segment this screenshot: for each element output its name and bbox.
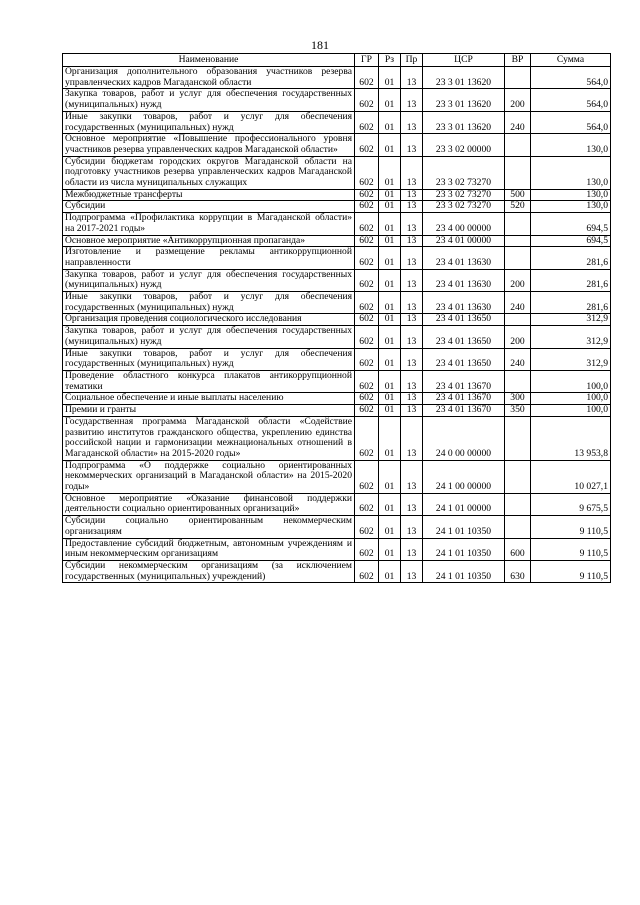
cell-csr: 23 4 01 13650 [423, 314, 505, 326]
cell-vr [505, 156, 531, 189]
cell-pr: 13 [401, 213, 423, 235]
cell-gr: 602 [355, 405, 379, 417]
cell-pr: 13 [401, 326, 423, 348]
cell-sum: 100,0 [531, 405, 611, 417]
header-pr: Пр [401, 54, 423, 67]
table-row [63, 538, 611, 560]
cell-csr: 23 4 01 13670 [423, 405, 505, 417]
cell-gr: 602 [355, 348, 379, 370]
cell-vr [505, 134, 531, 156]
cell-name: Закупка товаров, работ и услуг для обеспечения государственных (муниципальных) нужд [63, 89, 355, 111]
cell-rz: 01 [379, 111, 401, 133]
cell-pr: 13 [401, 235, 423, 247]
table-row [63, 156, 611, 189]
cell-name: Изготовление и размещение рекламы антикоррупционной направленности [63, 247, 355, 269]
cell-csr: 23 4 01 13650 [423, 326, 505, 348]
table-row [63, 560, 611, 582]
header-name: Наименование [63, 54, 355, 67]
cell-name: Закупка товаров, работ и услуг для обеспечения государственных (муниципальных) нужд [63, 326, 355, 348]
cell-csr: 24 1 01 00000 [423, 493, 505, 515]
budget-table [62, 53, 611, 583]
cell-csr: 23 4 01 13650 [423, 348, 505, 370]
cell-vr [505, 416, 531, 460]
cell-pr: 13 [401, 247, 423, 269]
cell-pr: 13 [401, 393, 423, 405]
table-body [63, 67, 611, 583]
cell-csr: 24 0 00 00000 [423, 416, 505, 460]
cell-sum: 130,0 [531, 134, 611, 156]
cell-rz: 01 [379, 314, 401, 326]
cell-name: Организация проведения социологического исследования [63, 314, 355, 326]
cell-csr: 23 4 01 13630 [423, 269, 505, 291]
cell-vr [505, 314, 531, 326]
table-row [63, 493, 611, 515]
cell-rz: 01 [379, 89, 401, 111]
cell-pr: 13 [401, 516, 423, 538]
cell-pr: 13 [401, 201, 423, 213]
table-row [63, 460, 611, 493]
table-row [63, 235, 611, 247]
cell-gr: 602 [355, 460, 379, 493]
cell-csr: 23 4 01 00000 [423, 235, 505, 247]
cell-gr: 602 [355, 393, 379, 405]
cell-name: Субсидии некоммерческим организациям (за исключением государственных (муниципальных) учреждений) [63, 560, 355, 582]
cell-vr: 350 [505, 405, 531, 417]
cell-rz: 01 [379, 560, 401, 582]
cell-gr: 602 [355, 516, 379, 538]
cell-vr [505, 247, 531, 269]
cell-gr: 602 [355, 326, 379, 348]
cell-vr: 240 [505, 348, 531, 370]
cell-gr: 602 [355, 493, 379, 515]
cell-vr: 200 [505, 89, 531, 111]
cell-sum: 312,9 [531, 348, 611, 370]
cell-vr: 240 [505, 292, 531, 314]
table-row [63, 516, 611, 538]
cell-name: Иные закупки товаров, работ и услуг для обеспечения государственных (муниципальных) нужд [63, 348, 355, 370]
cell-vr [505, 370, 531, 392]
cell-pr: 13 [401, 111, 423, 133]
cell-rz: 01 [379, 247, 401, 269]
cell-vr: 520 [505, 201, 531, 213]
cell-csr: 23 4 01 13670 [423, 370, 505, 392]
cell-rz: 01 [379, 393, 401, 405]
cell-gr: 602 [355, 292, 379, 314]
cell-vr [505, 213, 531, 235]
cell-csr: 24 1 00 00000 [423, 460, 505, 493]
cell-name: Основное мероприятие «Оказание финансовой поддержки деятельности социально ориентированных организаций» [63, 493, 355, 515]
cell-csr: 23 3 02 00000 [423, 134, 505, 156]
cell-gr: 602 [355, 235, 379, 247]
cell-gr: 602 [355, 314, 379, 326]
cell-csr: 24 1 01 10350 [423, 538, 505, 560]
cell-gr: 602 [355, 247, 379, 269]
cell-rz: 01 [379, 67, 401, 89]
cell-rz: 01 [379, 370, 401, 392]
cell-rz: 01 [379, 493, 401, 515]
cell-csr: 23 3 02 73270 [423, 156, 505, 189]
cell-pr: 13 [401, 67, 423, 89]
cell-name: Социальное обеспечение и иные выплаты населению [63, 393, 355, 405]
cell-csr: 24 1 01 10350 [423, 516, 505, 538]
table-row [63, 292, 611, 314]
cell-vr: 200 [505, 326, 531, 348]
table-row [63, 247, 611, 269]
cell-csr: 23 4 01 13630 [423, 292, 505, 314]
table-row [63, 189, 611, 201]
header-sum: Сумма [531, 54, 611, 67]
cell-name: Государственная программа Магаданской области «Содействие развитию институтов гражданского общества, укреплению единства российской нации и гармонизации межнациональных отношений в Магаданской области» на 2015-2020 годы» [63, 416, 355, 460]
table-row [63, 370, 611, 392]
cell-gr: 602 [355, 416, 379, 460]
cell-rz: 01 [379, 538, 401, 560]
cell-name: Субсидии бюджетам городских округов Магаданской области на подготовку участников резерва управленческих кадров Магаданской области из числа муниципальных служащих [63, 156, 355, 189]
cell-name: Проведение областного конкурса плакатов антикоррупционной тематики [63, 370, 355, 392]
cell-gr: 602 [355, 111, 379, 133]
cell-sum: 694,5 [531, 213, 611, 235]
table-row [63, 326, 611, 348]
cell-gr: 602 [355, 67, 379, 89]
cell-csr: 23 4 00 00000 [423, 213, 505, 235]
cell-pr: 13 [401, 538, 423, 560]
cell-rz: 01 [379, 201, 401, 213]
table-row [63, 134, 611, 156]
table-row [63, 393, 611, 405]
cell-name: Основное мероприятие «Антикоррупционная пропаганда» [63, 235, 355, 247]
cell-vr: 240 [505, 111, 531, 133]
cell-vr: 300 [505, 393, 531, 405]
cell-sum: 564,0 [531, 111, 611, 133]
cell-sum: 281,6 [531, 292, 611, 314]
cell-pr: 13 [401, 560, 423, 582]
cell-name: Основное мероприятие «Повышение профессионального уровня участников резерва управленческих кадров Магаданской области» [63, 134, 355, 156]
cell-gr: 602 [355, 560, 379, 582]
cell-gr: 602 [355, 370, 379, 392]
cell-rz: 01 [379, 348, 401, 370]
cell-vr: 500 [505, 189, 531, 201]
cell-rz: 01 [379, 189, 401, 201]
cell-sum: 100,0 [531, 393, 611, 405]
cell-sum: 130,0 [531, 201, 611, 213]
cell-vr: 630 [505, 560, 531, 582]
table-row [63, 348, 611, 370]
cell-name: Иные закупки товаров, работ и услуг для обеспечения государственных (муниципальных) нужд [63, 111, 355, 133]
cell-csr: 23 3 01 13620 [423, 67, 505, 89]
cell-gr: 602 [355, 134, 379, 156]
cell-rz: 01 [379, 516, 401, 538]
cell-sum: 312,9 [531, 314, 611, 326]
cell-rz: 01 [379, 292, 401, 314]
cell-pr: 13 [401, 189, 423, 201]
cell-name: Субсидии социально ориентированным некоммерческим организациям [63, 516, 355, 538]
cell-csr: 23 3 01 13620 [423, 111, 505, 133]
cell-name: Иные закупки товаров, работ и услуг для обеспечения государственных (муниципальных) нужд [63, 292, 355, 314]
table-row [63, 111, 611, 133]
cell-vr: 600 [505, 538, 531, 560]
cell-pr: 13 [401, 134, 423, 156]
cell-gr: 602 [355, 213, 379, 235]
cell-name: Предоставление субсидий бюджетным, автономным учреждениям и иным некоммерческим организациям [63, 538, 355, 560]
table-row [63, 201, 611, 213]
cell-name: Подпрограмма «Профилактика коррупции в Магаданской области» на 2017-2021 годы» [63, 213, 355, 235]
cell-sum: 130,0 [531, 156, 611, 189]
cell-pr: 13 [401, 370, 423, 392]
cell-sum: 694,5 [531, 235, 611, 247]
cell-sum: 312,9 [531, 326, 611, 348]
table-row [63, 314, 611, 326]
cell-rz: 01 [379, 156, 401, 189]
header-vr: ВР [505, 54, 531, 67]
header-csr: ЦСР [423, 54, 505, 67]
cell-sum: 281,6 [531, 247, 611, 269]
cell-sum: 13 953,8 [531, 416, 611, 460]
cell-gr: 602 [355, 89, 379, 111]
cell-name: Межбюджетные трансферты [63, 189, 355, 201]
cell-name: Субсидии [63, 201, 355, 213]
cell-pr: 13 [401, 348, 423, 370]
cell-name: Премии и гранты [63, 405, 355, 417]
cell-pr: 13 [401, 460, 423, 493]
cell-rz: 01 [379, 326, 401, 348]
cell-csr: 23 3 02 73270 [423, 189, 505, 201]
cell-csr: 23 4 01 13630 [423, 247, 505, 269]
page-number: 181 [311, 38, 329, 52]
table-row [63, 269, 611, 291]
cell-pr: 13 [401, 156, 423, 189]
cell-sum: 9 110,5 [531, 516, 611, 538]
cell-sum: 10 027,1 [531, 460, 611, 493]
cell-rz: 01 [379, 235, 401, 247]
cell-name: Закупка товаров, работ и услуг для обеспечения государственных (муниципальных) нужд [63, 269, 355, 291]
cell-csr: 23 3 02 73270 [423, 201, 505, 213]
cell-sum: 9 110,5 [531, 560, 611, 582]
cell-sum: 9 675,5 [531, 493, 611, 515]
cell-vr: 200 [505, 269, 531, 291]
cell-sum: 564,0 [531, 89, 611, 111]
cell-vr [505, 493, 531, 515]
cell-pr: 13 [401, 269, 423, 291]
header-gr: ГР [355, 54, 379, 67]
cell-sum: 281,6 [531, 269, 611, 291]
cell-csr: 23 4 01 13670 [423, 393, 505, 405]
cell-pr: 13 [401, 314, 423, 326]
cell-rz: 01 [379, 269, 401, 291]
cell-sum: 130,0 [531, 189, 611, 201]
header-rz: Рз [379, 54, 401, 67]
cell-sum: 564,0 [531, 67, 611, 89]
cell-gr: 602 [355, 156, 379, 189]
cell-gr: 602 [355, 189, 379, 201]
table-row [63, 89, 611, 111]
table-row [63, 213, 611, 235]
cell-gr: 602 [355, 201, 379, 213]
cell-pr: 13 [401, 405, 423, 417]
cell-name: Организация дополнительного образования участников резерва управленческих кадров Магаданской области [63, 67, 355, 89]
table-header-row [63, 54, 611, 67]
cell-vr [505, 67, 531, 89]
cell-rz: 01 [379, 460, 401, 493]
cell-pr: 13 [401, 292, 423, 314]
cell-vr [505, 235, 531, 247]
cell-rz: 01 [379, 213, 401, 235]
table-row [63, 416, 611, 460]
cell-gr: 602 [355, 269, 379, 291]
table-row [63, 67, 611, 89]
cell-rz: 01 [379, 416, 401, 460]
cell-pr: 13 [401, 416, 423, 460]
cell-csr: 23 3 01 13620 [423, 89, 505, 111]
cell-rz: 01 [379, 134, 401, 156]
table-row [63, 405, 611, 417]
cell-pr: 13 [401, 493, 423, 515]
cell-gr: 602 [355, 538, 379, 560]
cell-vr [505, 516, 531, 538]
cell-sum: 100,0 [531, 370, 611, 392]
cell-csr: 24 1 01 10350 [423, 560, 505, 582]
cell-sum: 9 110,5 [531, 538, 611, 560]
cell-vr [505, 460, 531, 493]
cell-name: Подпрограмма «О поддержке социально ориентированных некоммерческих организаций в Магаданской области» на 2015-2020 годы» [63, 460, 355, 493]
cell-rz: 01 [379, 405, 401, 417]
cell-pr: 13 [401, 89, 423, 111]
